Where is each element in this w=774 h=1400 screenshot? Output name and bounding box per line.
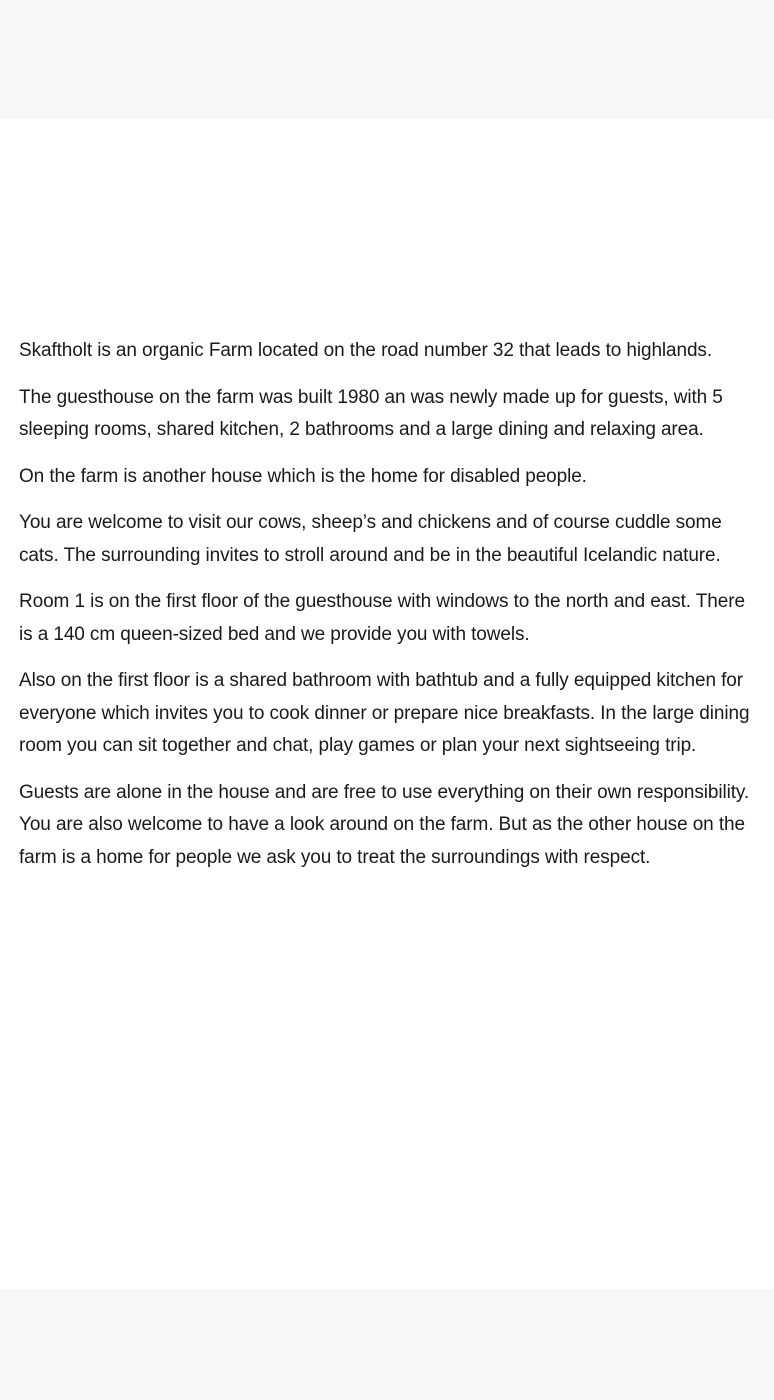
top-margin-band [0, 0, 774, 119]
document-body [19, 335, 759, 888]
paragraph-guesthouse: The guesthouse on the farm was built 1980 an was newly made up for guests, with 5 sleeping rooms, shared kitchen, 2 bathrooms and a large dining and relaxing area. [19, 386, 723, 440]
paragraph-animals: You are welcome to visit our cows, sheep’s and chickens and of course cuddle some cats. The surrounding invites to stroll around and be in the beautiful Icelandic nature. [19, 512, 722, 566]
paragraph-house-rules: Guests are alone in the house and are free to use everything on their own responsibility. You are also welcome to have a look around on the farm. But as the other house on the farm is a home for people we ask you to treat the surroundings with respect. [19, 781, 750, 868]
bottom-margin-band [0, 1289, 774, 1400]
paragraph-shared-facilities: Also on the first floor is a shared bathroom with bathtub and a fully equipped kitchen for everyone which invites you to cook dinner or prepare nice breakfasts. In the large dining room you can sit together and chat, play games or plan your next sightseeing trip. [19, 670, 750, 756]
paragraph-other-house: On the farm is another house which is the home for disabled people. [19, 465, 587, 487]
paragraph-room-1: Room 1 is on the first floor of the guesthouse with windows to the north and east. There is a 140 cm queen-sized bed and we provide you with towels. [19, 591, 745, 645]
paragraph-intro: Skaftholt is an organic Farm located on the road number 32 that leads to highlands. [19, 340, 713, 361]
